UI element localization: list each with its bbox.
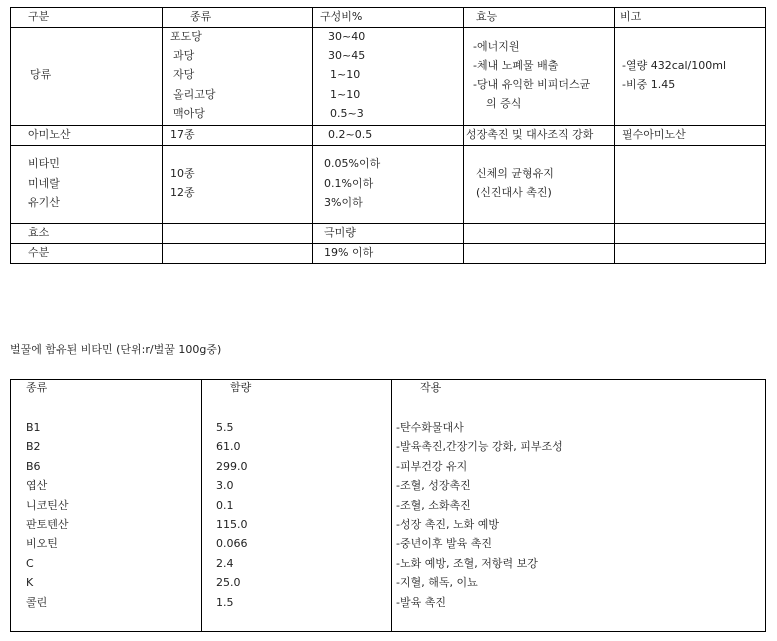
vitamin-effect: -발육촉진,간장기능 강화, 피부조성 — [396, 440, 563, 453]
vitamin-name: B1 — [26, 421, 41, 434]
table-rule — [614, 7, 615, 264]
table-rule — [10, 379, 11, 632]
table-rule — [201, 379, 202, 632]
sugar-type: 과당 — [173, 49, 195, 62]
table-rule — [312, 7, 313, 264]
category-enzyme: 효소 — [28, 226, 50, 239]
amino-type: 17종 — [170, 128, 195, 141]
vitamin-name: 니코틴산 — [26, 499, 69, 512]
col-header-amount: 함량 — [230, 381, 252, 394]
vitamin-name: 판토텐산 — [26, 518, 69, 531]
sugar-effect: -당내 유익한 비피더스균 — [473, 78, 591, 91]
vitmin-type: 10종 — [170, 167, 195, 180]
table-rule — [463, 7, 464, 264]
col-header-effect: 효능 — [476, 10, 498, 23]
table-rule — [10, 631, 766, 632]
category-sugar: 당류 — [30, 68, 52, 81]
vitamin-name: C — [26, 557, 34, 570]
vitmin-ratio: 0.1%이하 — [324, 177, 374, 190]
vitmin-ratio: 3%이하 — [324, 196, 363, 209]
table-rule — [765, 7, 766, 264]
vitamin-amount: 0.1 — [216, 499, 234, 512]
sugar-type: 포도당 — [170, 30, 202, 43]
vitamin-amount: 115.0 — [216, 518, 248, 531]
vitamin-amount: 2.4 — [216, 557, 234, 570]
category-mineral: 미네랄 — [28, 177, 60, 190]
sugar-ratio: 1~10 — [330, 68, 361, 81]
amino-ratio: 0.2~0.5 — [328, 128, 373, 141]
category-water: 수분 — [28, 246, 50, 259]
sugar-effect: -체내 노폐물 배출 — [473, 59, 559, 72]
col-header-type: 종류 — [190, 10, 212, 23]
table-rule — [10, 223, 766, 224]
vitamin-amount: 25.0 — [216, 576, 241, 589]
table-rule — [10, 145, 766, 146]
col-header-category: 구분 — [28, 10, 50, 23]
amino-effect: 성장촉진 및 대사조직 강화 — [466, 128, 594, 141]
vitamin-name: K — [26, 576, 34, 589]
sugar-ratio: 1~10 — [330, 88, 361, 101]
vitmin-type: 12종 — [170, 186, 195, 199]
vitamin-effect: -노화 예방, 조혈, 저항력 보강 — [396, 557, 538, 570]
table-rule — [10, 263, 766, 264]
water-ratio: 19% 이하 — [324, 246, 374, 259]
table-rule — [10, 125, 766, 126]
sugar-effect: -에너지원 — [473, 40, 520, 53]
vitamin-effect: -중년이후 발육 촉진 — [396, 537, 492, 550]
col-header-type: 종류 — [26, 381, 48, 394]
vitamin-effect: -조혈, 소화촉진 — [396, 499, 471, 512]
category-organic-acid: 유기산 — [28, 196, 60, 209]
sugar-type: 올리고당 — [173, 88, 216, 101]
vitamin-amount: 3.0 — [216, 479, 234, 492]
sugar-effect: 의 증식 — [486, 97, 522, 110]
vitamin-name: 콜린 — [26, 596, 48, 609]
sugar-type: 맥아당 — [173, 107, 205, 120]
col-header-note: 비고 — [620, 10, 642, 23]
vitamin-amount: 5.5 — [216, 421, 234, 434]
table-rule — [10, 7, 766, 8]
vitmin-effect: 신체의 균형유지 — [476, 167, 554, 180]
vitamin-effect: -피부건강 유지 — [396, 460, 468, 473]
col-header-action: 작용 — [420, 381, 442, 394]
table-rule — [10, 379, 766, 380]
sugar-ratio: 0.5~3 — [330, 107, 364, 120]
vitamin-amount: 0.066 — [216, 537, 248, 550]
table-rule — [162, 7, 163, 264]
sugar-ratio: 30~40 — [328, 30, 366, 43]
table-rule — [391, 379, 392, 632]
table-rule — [10, 7, 11, 264]
sugar-ratio: 30~45 — [328, 49, 366, 62]
vitamin-table-caption: 벌꿀에 함유된 비타민 (단위:r/벌꿀 100g중) — [10, 343, 222, 356]
vitamin-effect: -발육 촉진 — [396, 596, 446, 609]
category-vitamin: 비타민 — [28, 157, 60, 170]
vitamin-name: B6 — [26, 460, 41, 473]
vitamin-amount: 1.5 — [216, 596, 234, 609]
col-header-ratio: 구성비% — [320, 10, 363, 23]
amino-note: 필수아미노산 — [622, 128, 686, 141]
table-rule — [10, 243, 766, 244]
vitamin-effect: -조혈, 성장촉진 — [396, 479, 471, 492]
vitamin-name: B2 — [26, 440, 41, 453]
vitamin-name: 비오틴 — [26, 537, 58, 550]
category-amino: 아미노산 — [28, 128, 71, 141]
enzyme-ratio: 극미량 — [324, 226, 356, 239]
sugar-type: 자당 — [173, 68, 195, 81]
sugar-note: -비중 1.45 — [622, 78, 676, 91]
sugar-note: -열량 432cal/100ml — [622, 59, 727, 72]
vitamin-amount: 299.0 — [216, 460, 248, 473]
vitamin-effect: -성장 촉진, 노화 예방 — [396, 518, 499, 531]
table-rule — [765, 379, 766, 632]
vitmin-effect: (신진대사 촉진) — [476, 186, 552, 199]
vitamin-name: 엽산 — [26, 479, 48, 492]
vitmin-ratio: 0.05%이하 — [324, 157, 381, 170]
vitamin-amount: 61.0 — [216, 440, 241, 453]
vitamin-effect: -탄수화물대사 — [396, 421, 464, 434]
table-rule — [10, 27, 766, 28]
vitamin-effect: -지혈, 해독, 이뇨 — [396, 576, 478, 589]
